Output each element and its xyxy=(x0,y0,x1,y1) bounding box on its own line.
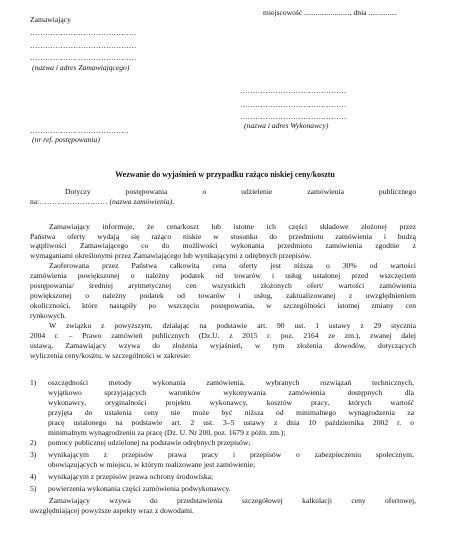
list-item-line: wynikającym z przepisów prawa pracy i przepisów o zabezpieczeniu społecznym, xyxy=(48,450,414,459)
list-number: 2) xyxy=(30,438,37,447)
contractor-dots-3: …………………………………… xyxy=(240,112,347,121)
list-item-line: pracę ustalonego na podstawie art. 2 ust. 3–5 ustawy z dnia 10 października 2002 r. o xyxy=(48,418,414,427)
document-title: Wezwanie do wyjaśnień w przypadku rażąco niskiej ceny/kosztu xyxy=(115,170,335,179)
paragraph-1-line: wątpliwości Zamawiającego co do możliwości wykonania przedmiotu zamówienia zgodnie z xyxy=(30,241,416,250)
list-item-line: przyjęta do ustalenia ceny nie może być niższa od minimalnego wynagrodzenia za xyxy=(48,408,414,417)
ordering-party-label: Zamawiający xyxy=(30,15,71,24)
paragraph-3-line: ustawą, Zamawiający wzywa do złożenia wyjaśnień, w tym złożenia dowodów, dotyczących xyxy=(30,341,416,350)
ordering-party-dots-1: …………………………………… xyxy=(30,28,137,37)
paragraph-4-line: uwzględniającej powyższe aspekty wraz z dowodami. xyxy=(30,506,195,515)
paragraph-2-line: zamówienia powiększonej o należny podatek od towarów i usług ustalonej przed wszczęciem xyxy=(30,271,416,280)
paragraph-4-line: Zamawiający wzywa do przedstawienia szczegółowej kalkulacji ceny ofertowej, xyxy=(49,496,416,505)
paragraph-2-line: powiększonej o należny podatek od towarów i usług, zaktualizowanej z uwzględnieniem xyxy=(30,291,416,300)
reference-caption: (nr ref. postępowania) xyxy=(32,135,100,144)
paragraph-2-line: rynkowych. xyxy=(30,311,67,320)
paragraph-3-line: W związku z powyższym, działając na podstawie art. 90 ust. 1 ustawy z 29 stycznia xyxy=(49,321,416,330)
list-item-line: wynikającym z przepisów prawa ochrony środowiska; xyxy=(48,472,214,481)
paragraph-3-line: wyliczenia ceny/kosztu, w szczególności w zakresie: xyxy=(30,351,191,360)
list-item-line: obowiązujących w miejscu, w którym realizowane jest zamówienie; xyxy=(48,460,256,469)
paragraph-2-line: okoliczności, które nastąpiły po wszczęciu postępowania, w szczególności istotnej zmiany cen xyxy=(30,301,416,310)
subject-dots: na:……………………… xyxy=(30,197,110,206)
subject-caption: (nazwa zamówienia) xyxy=(109,197,173,206)
list-item-line: wyjątkowo sprzyjających warunków wykonywania zamówienia dostępnych dla xyxy=(48,388,414,397)
subject-line-1: Dotyczy postępowania o udzielenie zamówienia publicznego xyxy=(65,187,416,196)
list-item-line: powierzenia wykonania części zamówienia podwykonawcy. xyxy=(48,484,231,493)
place-date-line: miejscowość ........................, dnia ............... xyxy=(263,8,397,17)
contractor-caption: (nazwa i adres Wykonawcy) xyxy=(244,121,329,130)
contractor-dots-1: …………………………………… xyxy=(240,86,347,95)
paragraph-1-line: Zamawiający informuje, że cena/koszt lub istotne ich części składowe złożonej przez xyxy=(49,222,416,231)
list-item-line: minimalnym wynagrodzeniu za pracę (Dz. U. Nr 200, poz. 1679 z późn. zm.); xyxy=(48,428,286,437)
contractor-dots-2: …………………………………… xyxy=(240,100,347,109)
list-item-line: oszczędności metody wykonania zamówienia, wybranych rozwiązań technicznych, xyxy=(48,378,414,387)
list-number: 3) xyxy=(30,450,37,459)
list-number: 1) xyxy=(30,378,37,387)
paragraph-2-line: Zaoferowana przez Państwa całkowita cena oferty jest niższa o 30% od wartości xyxy=(49,261,416,270)
reference-dots: ………………………………… xyxy=(30,126,129,135)
subject-line-2 xyxy=(30,197,174,206)
subject-period: . xyxy=(172,197,175,206)
paragraph-3-line: 2004 r. – Prawo zamówień publicznych (Dz.U. z 2015 r. poz. 2164 ze zm.), zwanej dalej xyxy=(30,331,416,340)
list-item-line: pomocy publicznej udzielonej na podstawie odrębnych przepisów; xyxy=(48,438,251,447)
list-number: 4) xyxy=(30,472,37,481)
ordering-party-dots-3: …………………………………… xyxy=(30,53,137,62)
ordering-party-caption: (nazwa i adres Zamawiającego) xyxy=(32,63,130,72)
paragraph-1-line: Państwa oferty wydają się rażąco niskie w stosunku do przedmiotu zamówienia i budzą xyxy=(30,232,416,241)
list-number: 5) xyxy=(30,484,37,493)
paragraph-1-line: wymaganiami określonymi przez Zamawiającego lub wynikającymi z odrębnych przepisów. xyxy=(30,251,312,260)
ordering-party-dots-2: …………………………………… xyxy=(30,41,137,50)
paragraph-2-line: postępowania/ średniej arytmetycznej cen wszystkich złożonych ofert/ wartości zamówienia xyxy=(30,281,416,290)
list-item-line: wykonawcy, oryginalności projektu wykonawcy, kosztów pracy, których wartość xyxy=(48,398,414,407)
